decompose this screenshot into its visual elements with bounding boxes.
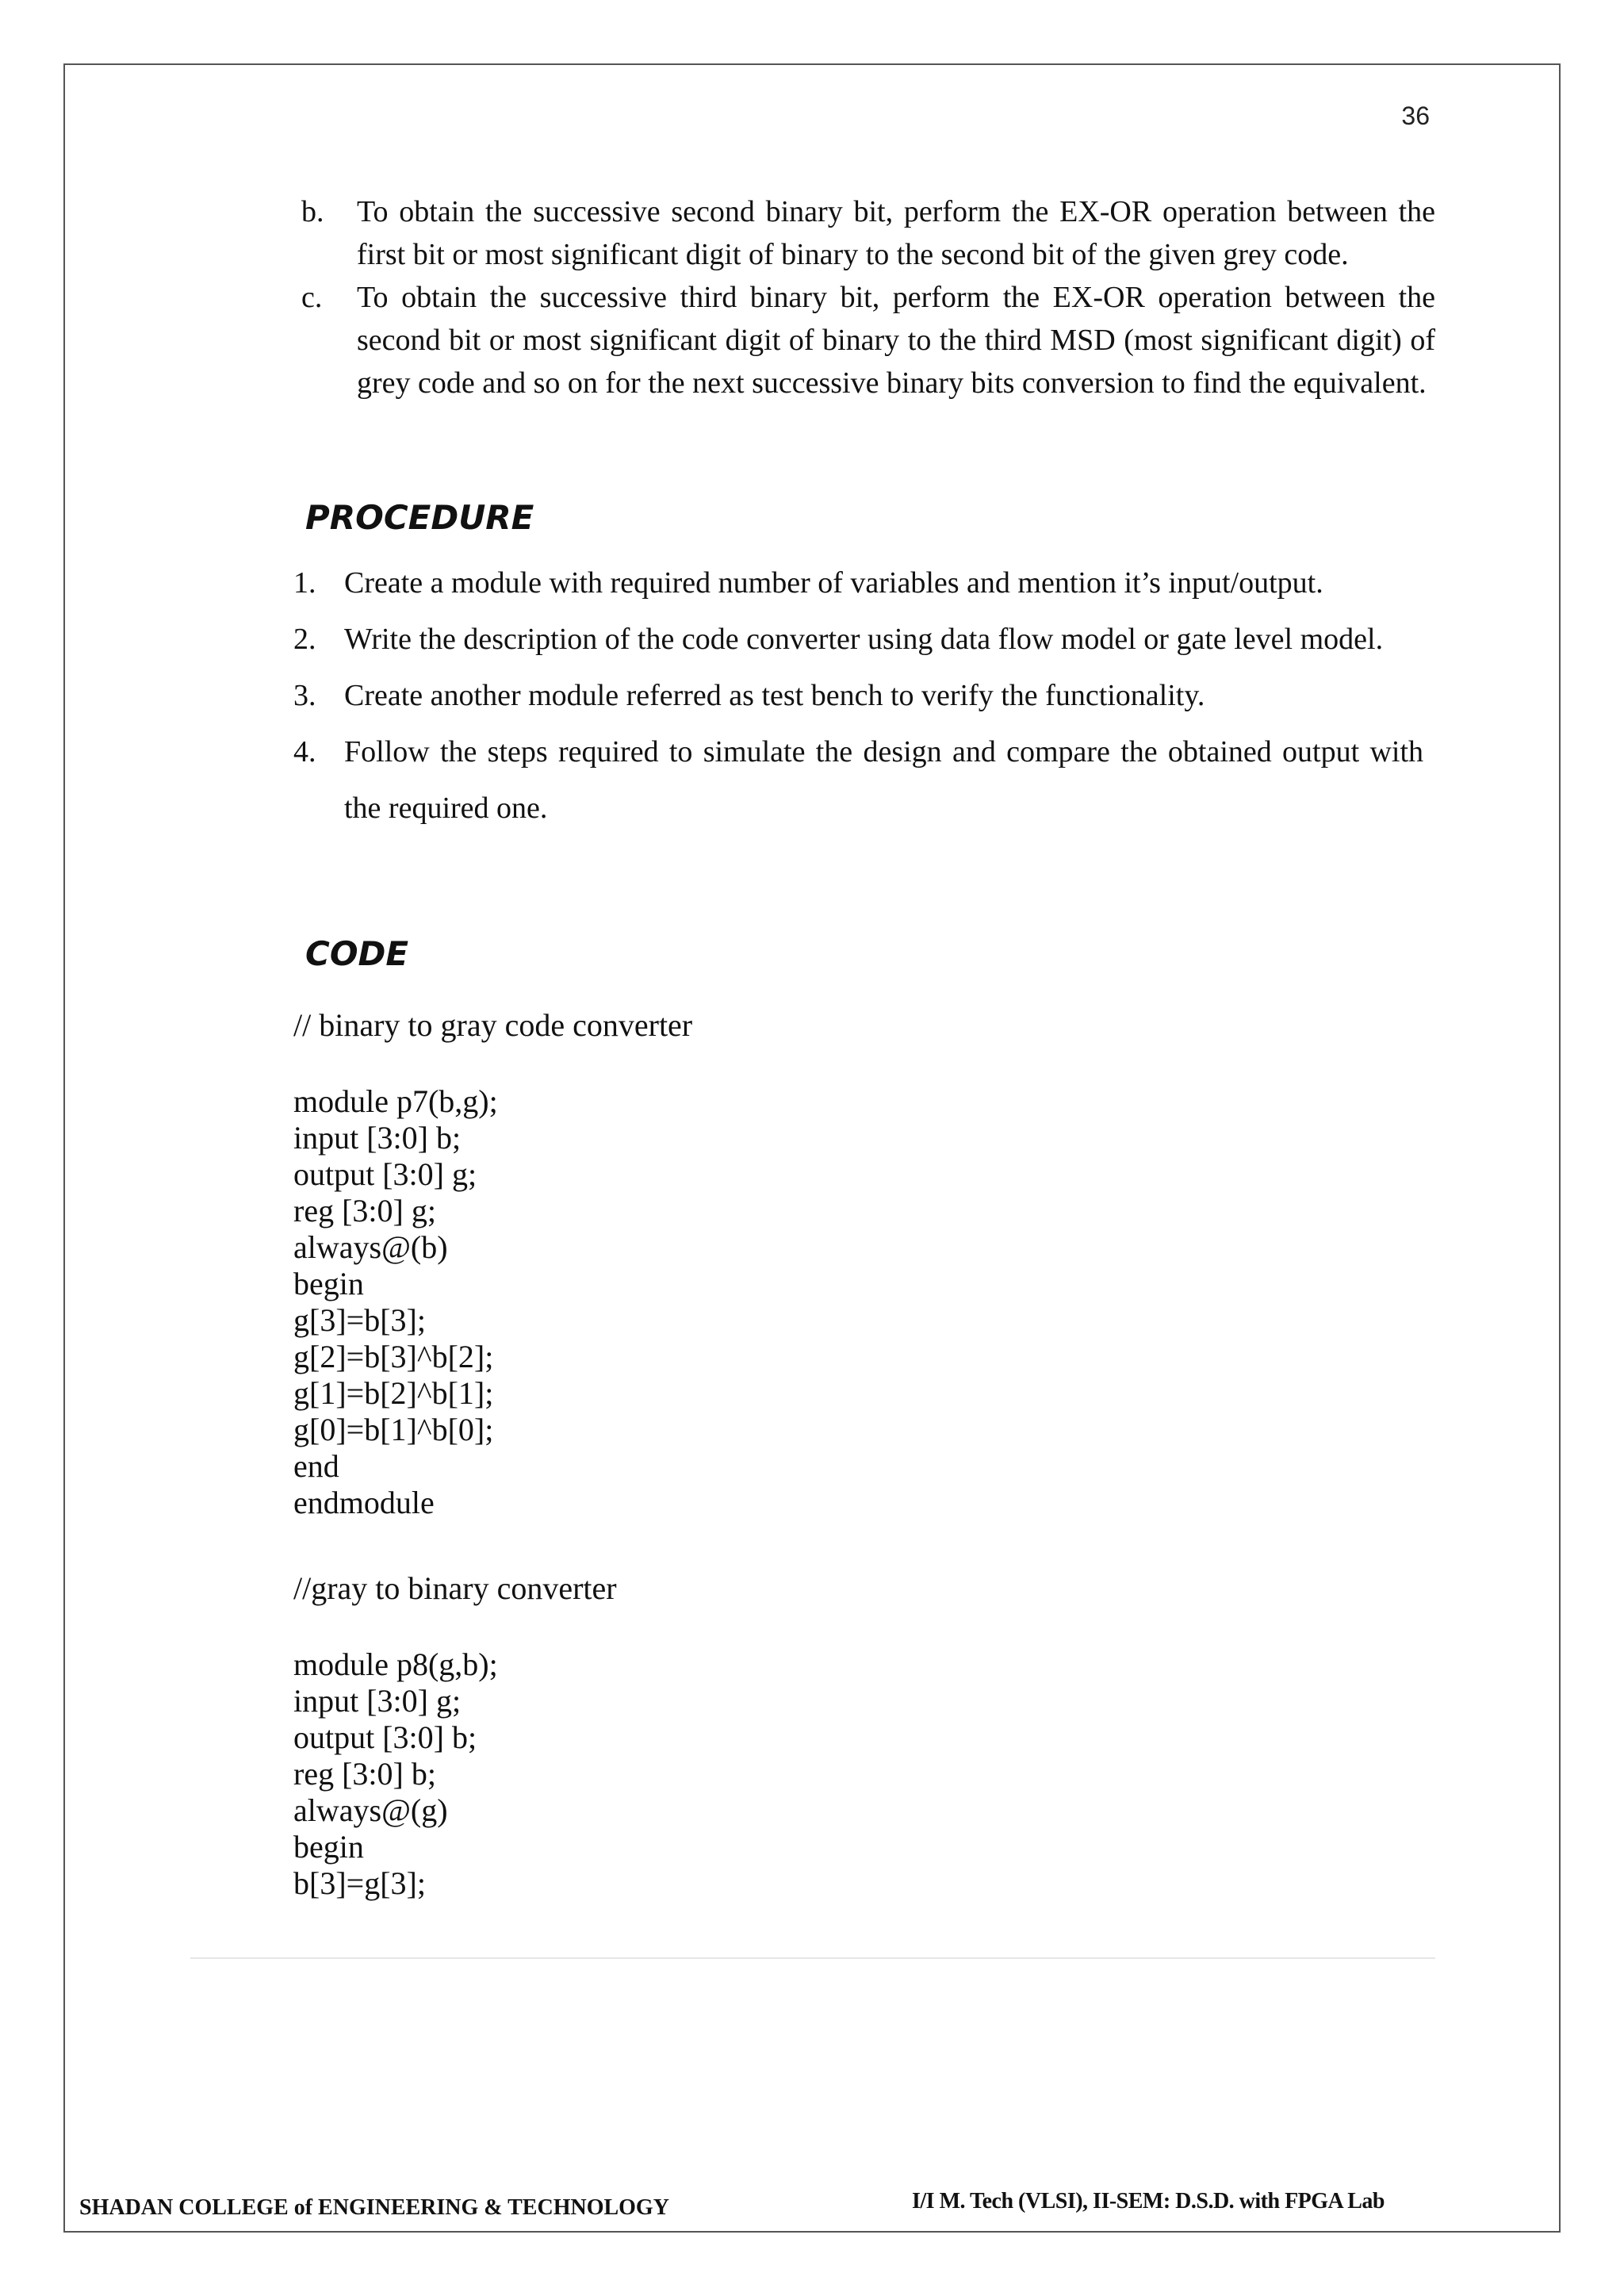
lettered-list [301, 190, 1435, 404]
code-line: module p8(g,b); [293, 1646, 498, 1682]
code-line: endmodule [293, 1485, 435, 1520]
list-marker: b. [301, 195, 324, 228]
procedure-step [293, 668, 1423, 724]
code-line: g[1]=b[2]^b[1]; [293, 1375, 494, 1411]
list-marker: c. [301, 281, 323, 314]
divider [190, 1957, 1435, 1959]
step-number: 4. [293, 735, 316, 769]
footer-course-info: I/I M. Tech (VLSI), II-SEM: D.S.D. with FPGA Lab [912, 2189, 1385, 2214]
code-comment: //gray to binary converter [293, 1570, 617, 1606]
code-line: reg [3:0] g; [293, 1193, 436, 1228]
procedure-step [293, 555, 1423, 611]
code-line: module p7(b,g); [293, 1083, 498, 1119]
procedure-steps [293, 555, 1423, 837]
list-item [301, 190, 1435, 276]
footer-college-name: SHADAN COLLEGE of ENGINEERING & TECHNOLOGY [79, 2195, 669, 2220]
code-block-binary-to-gray [293, 1007, 1007, 1521]
step-text: Write the description of the code converter using data flow model or gate level model. [344, 623, 1384, 656]
code-comment: // binary to gray code converter [293, 1007, 693, 1043]
code-line: b[3]=g[3]; [293, 1865, 426, 1901]
code-line: always@(b) [293, 1229, 448, 1265]
step-number: 3. [293, 679, 316, 712]
code-line: g[2]=b[3]^b[2]; [293, 1339, 494, 1374]
code-line: reg [3:0] b; [293, 1756, 436, 1792]
code-heading: CODE [305, 934, 409, 973]
code-line: g[0]=b[1]^b[0]; [293, 1412, 494, 1447]
code-line: end [293, 1448, 339, 1484]
step-text: Create a module with required number of variables and mention it’s input/output. [344, 566, 1323, 600]
procedure-step [293, 611, 1423, 668]
code-line: input [3:0] b; [293, 1120, 462, 1156]
list-item-text: To obtain the successive second binary bit, perform the EX-OR operation between the first bit or most significant digit of binary to the second bit of the given grey code. [357, 195, 1435, 271]
code-line: always@(g) [293, 1792, 448, 1828]
procedure-heading: PROCEDURE [305, 498, 534, 537]
code-line: output [3:0] g; [293, 1156, 477, 1192]
step-number: 1. [293, 566, 316, 600]
code-line: g[3]=b[3]; [293, 1302, 426, 1338]
step-text: Create another module referred as test bench to verify the functionality. [344, 679, 1205, 712]
code-line: begin [293, 1266, 364, 1301]
procedure-step [293, 724, 1423, 837]
code-line: begin [293, 1829, 364, 1865]
list-item [301, 276, 1435, 404]
code-block-gray-to-binary [293, 1570, 1007, 1902]
page-number: 36 [1401, 102, 1430, 130]
list-item-text: To obtain the successive third binary bit, perform the EX-OR operation between the second bit or most significant digit of binary to the third MSD (most significant digit) of grey code and so on for the next successive binary bits conversion to find the equivalent. [357, 281, 1435, 400]
code-line: input [3:0] g; [293, 1683, 462, 1719]
code-line: output [3:0] b; [293, 1719, 477, 1755]
step-number: 2. [293, 623, 316, 656]
step-text: Follow the steps required to simulate the design and compare the obtained output with the required one. [344, 735, 1423, 825]
